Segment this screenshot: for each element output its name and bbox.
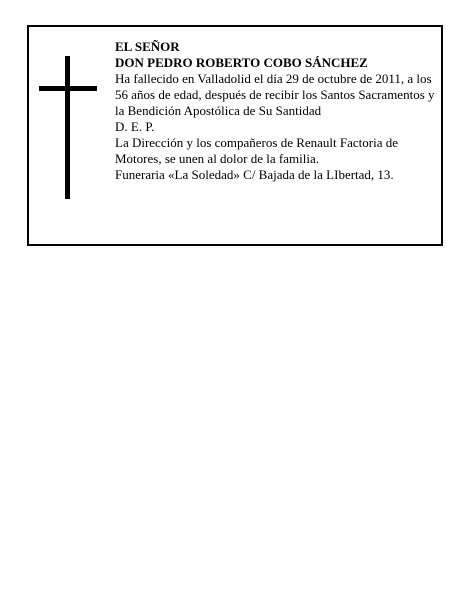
- rip-line: D. E. P.: [115, 119, 155, 134]
- notice-body: Ha fallecido en Valladolid el día 29 de octubre de 2011, a los 56 años de edad, después de recibir los Santos Sacramentos y la Bendición Apostólica de Su Santidad: [115, 71, 435, 118]
- deceased-name: DON PEDRO ROBERTO COBO SÁNCHEZ: [115, 55, 368, 70]
- latin-cross-icon: [39, 56, 99, 199]
- notice-text: [115, 39, 437, 183]
- obituary-notice: [27, 25, 443, 246]
- funeral-home-text: Funeraria «La Soledad» C/ Bajada de la LIbertad, 13.: [115, 167, 394, 182]
- cross-vertical-bar: [65, 56, 70, 199]
- notice-heading: EL SEÑOR: [115, 39, 180, 54]
- cross-horizontal-bar: [39, 86, 97, 91]
- condolences-text: La Dirección y los compañeros de Renault Factoria de Motores, se unen al dolor de la familia.: [115, 135, 399, 166]
